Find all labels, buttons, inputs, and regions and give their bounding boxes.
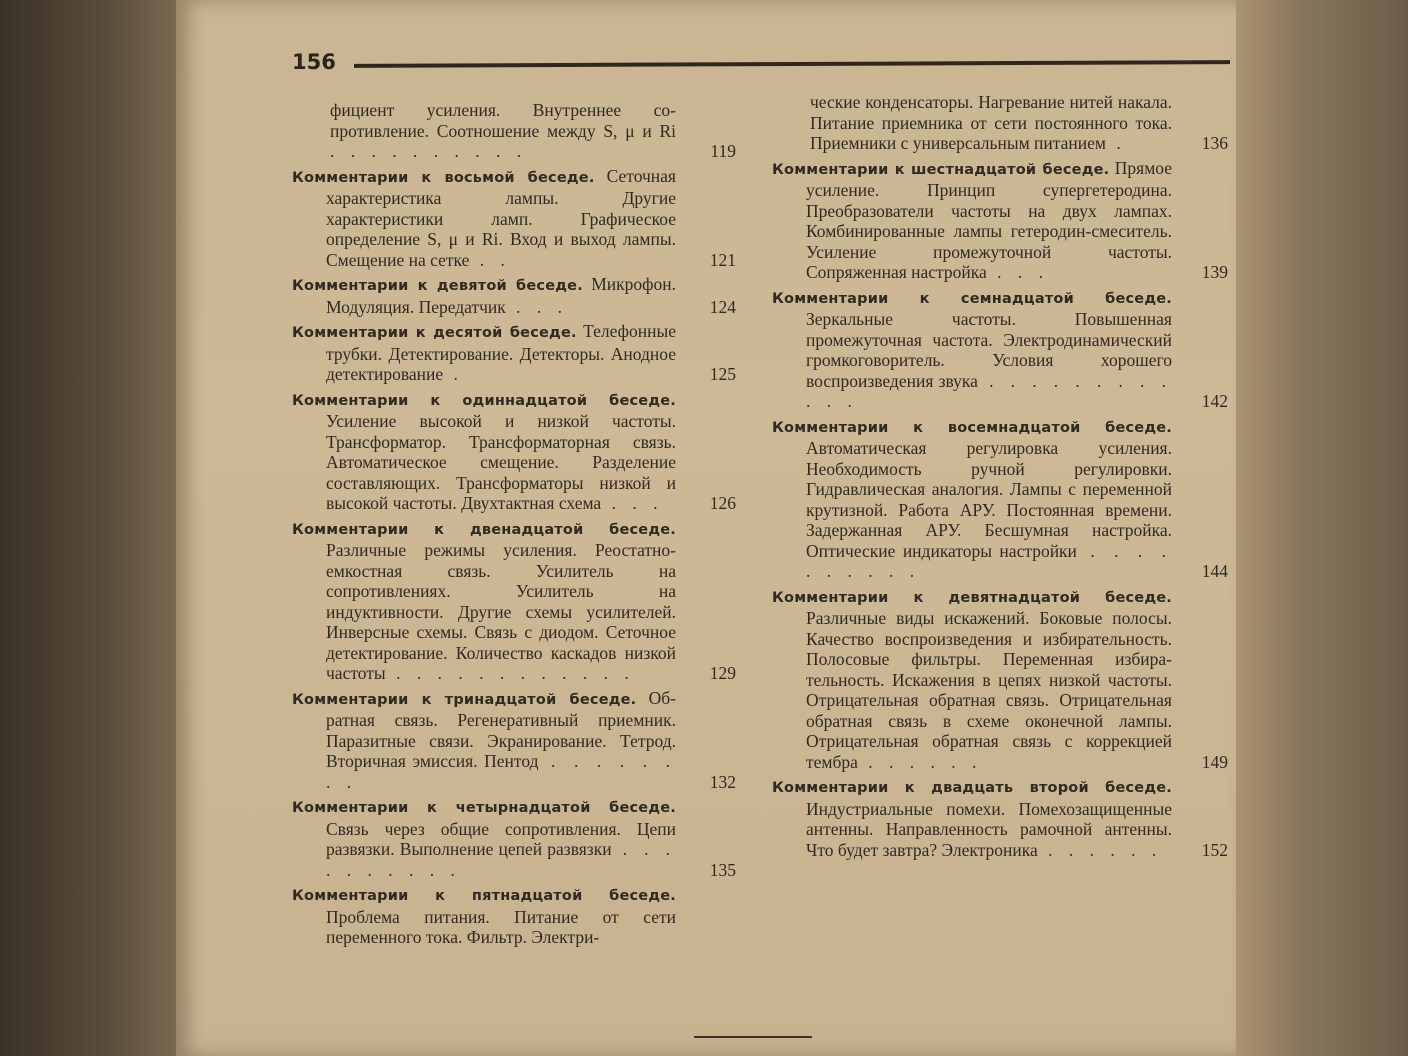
toc-entry-description: Индустриальные помехи. Помехозащищенные антенны. Направленность рамочной антенны. Что будет завтра? Электроника <box>806 798 1172 860</box>
toc-entry <box>772 287 1228 412</box>
toc-leader-dots: . . . . . . <box>857 751 983 772</box>
toc-entry-heading: Комментарии к восемнадцатой беседе. <box>772 419 1172 436</box>
toc-entry <box>772 586 1228 773</box>
toc-leader-dots: . . . . . . . . . . . . <box>806 370 1172 411</box>
toc-page-number: 136 <box>1201 133 1228 153</box>
right-background <box>1218 0 1408 1056</box>
toc-entry-heading: Комментарии к семнадцатой беседе. <box>772 290 1172 307</box>
toc-entry-text <box>292 688 676 793</box>
toc-entry <box>772 776 1228 860</box>
toc-entry-text <box>772 586 1172 773</box>
toc-entry-heading: Комментарии к десятой беседе. <box>292 325 577 341</box>
toc-leader-dots: . . . <box>601 493 664 513</box>
toc-entry <box>772 416 1228 582</box>
toc-entry-heading: Комментарии к двадцать второй беседе. <box>772 780 1172 796</box>
toc-page-number: 132 <box>709 771 736 792</box>
toc-leader-dots: . . . <box>505 296 569 317</box>
toc-entry <box>292 796 736 880</box>
toc-entry-text <box>772 776 1172 860</box>
toc-entry-heading: Комментарии к двенадцатой беседе. <box>292 521 676 538</box>
toc-page-number: 129 <box>709 663 736 683</box>
toc-leader-dots: . . . . . . . . <box>326 751 676 792</box>
toc-page-number: 144 <box>1201 561 1228 581</box>
toc-left-column <box>292 100 736 952</box>
toc-entry-text <box>772 416 1172 582</box>
left-background <box>0 0 180 1056</box>
toc-leader-dots: . . . . . . <box>1037 839 1163 860</box>
toc-leader-dots: . <box>1106 133 1127 153</box>
toc-entry <box>292 687 736 793</box>
toc-leader-dots: . <box>443 364 464 384</box>
toc-entry-heading: Комментарии к четырнадцатой беседе. <box>292 800 676 816</box>
toc-entry <box>292 321 736 385</box>
page-number: 156 <box>292 50 336 74</box>
toc-page-number: 149 <box>1201 751 1228 772</box>
toc-entry-heading: Комментарии к одиннадцатой беседе. <box>292 392 676 409</box>
toc-entry-text <box>292 100 676 162</box>
toc-page-number: 135 <box>709 859 736 880</box>
toc-entry-heading: Комментарии к пятнадцатой беседе. <box>292 888 676 904</box>
toc-entry-description: Проблема питания. Питание от сети переменного тока. Фильтр. Электри- <box>326 906 676 947</box>
toc-leader-dots: . . <box>469 249 511 270</box>
toc-page-number: 152 <box>1201 839 1228 860</box>
toc-entry-description: Связь через общие сопротивления. Цепи развязки. Выполнение цепей развязки <box>326 818 676 859</box>
toc-entry-text <box>772 158 1172 283</box>
toc-right-column <box>772 92 1228 864</box>
toc-entry <box>772 157 1228 283</box>
toc-entry-text <box>292 321 676 385</box>
toc-entry <box>292 518 736 684</box>
toc-leader-dots: . . . . . . . . . . <box>806 540 1172 581</box>
toc-leader-dots: . . . <box>986 262 1050 282</box>
toc-page-number: 119 <box>710 141 736 161</box>
toc-entry-description: Автоматическая регулировка усиления. Необходимость ручной регулировки. Гидравлическая аналогия. Лампы с переменной крутизной. Работа АРУ. Постоянная времени. Задержанная АРУ. Бесшумная настройка. Оптические индикаторы настройки <box>806 438 1172 561</box>
toc-leader-dots: . . . . . . . . . . <box>326 839 677 880</box>
toc-entry-text <box>292 274 676 317</box>
toc-entry-text <box>292 796 676 880</box>
footer-rule <box>694 1036 812 1038</box>
book-page <box>176 0 1236 1056</box>
toc-entry-description: Различные режимы усиления. Реостатно-емкостная связь. Усилитель на сопротивлениях. Усилитель на индуктивности. Другие схемы усилителей. Инверсные схемы. Связь с диодом. Сеточное детектирование. Количество каскадов низкой частоты <box>326 540 676 683</box>
toc-entry <box>292 884 676 948</box>
toc-entry <box>292 389 736 514</box>
header-rule <box>354 60 1230 68</box>
toc-page-number: 121 <box>709 249 736 270</box>
toc-entry <box>292 274 736 317</box>
toc-entry-heading: Комментарии к тринадцатой беседе. <box>292 691 637 708</box>
toc-entry-description: Различные виды искажений. Боковые полосы. Качество воспроизведения и избирательность. Полосовые фильтры. Переменная избирательность. Искажения в цепях низкой частоты. Отрицательная обратная связь. Отрицательная обратная связь в схеме оконечной лампы. Отрицательная обратная связь с коррекцией тембра <box>806 608 1172 772</box>
toc-entry-description: Прямое усиление. Принцип супергетеродина. Преобразователи частоты на двух лампах. Комбинированные лампы гетеродин-смеситель. Усиление промежуточной частоты. Сопряженная настройка <box>806 157 1172 282</box>
toc-entry-heading: Комментарии к шестнадцатой беседе. <box>772 161 1110 178</box>
toc-leader-dots: . . . . . . . . . . <box>330 141 528 161</box>
toc-leader-dots: . . . . . . . . . . . . <box>385 663 635 683</box>
toc-page-number: 126 <box>709 493 736 513</box>
toc-entry-description: Телефонные трубки. Детектирование. Детекторы. Анодное детектирование <box>326 321 676 384</box>
toc-entry-description: ческие конденсаторы. Нагревание нитей накала. Питание приемника от сети постоянного тока. Приемники с универсальным питанием <box>810 92 1172 153</box>
toc-entry-description: Микрофон. Модуляция. Передатчик <box>326 274 676 317</box>
toc-entry-heading: Комментарии к девятнадцатой беседе. <box>772 589 1172 606</box>
toc-page-number: 124 <box>709 296 736 317</box>
toc-page-number: 139 <box>1201 262 1228 282</box>
toc-entry-heading: Комментарии к восьмой беседе. <box>292 169 595 186</box>
toc-entry <box>292 100 736 162</box>
toc-entry-description: Усиление высокой и низкой частоты. Трансформатор. Трансформаторная связь. Автоматическое смещение. Разделение составляющих. Трансформаторы низкой и высокой частоты. Двухтактная схема <box>326 411 676 513</box>
toc-entry-text <box>292 389 676 514</box>
toc-entry-description: Обратная связь. Регенеративный приемник. Паразитные связи. Экранирование. Тетрод. Вторичная эмиссия. Пентод <box>326 687 676 771</box>
toc-entry <box>292 165 736 271</box>
toc-entry-text <box>292 166 676 271</box>
toc-page-number: 142 <box>1201 391 1228 411</box>
toc-entry-description: Сеточная характеристика лампы. Другие характеристики ламп. Графическое определение S, μ и Ri. Вход и выход лампы. Смещение на сетке <box>326 165 676 270</box>
toc-page-number: 125 <box>709 364 736 384</box>
toc-entry-text <box>772 287 1172 412</box>
toc-entry-text <box>772 92 1172 154</box>
toc-entry-description: фициент усиления. Внутреннее сопротивление. Соотношение между S, μ и Ri <box>330 100 676 141</box>
toc-entry-text <box>292 884 676 948</box>
toc-entry <box>772 92 1228 154</box>
toc-entry-heading: Комментарии к девятой беседе. <box>292 278 583 294</box>
toc-entry-description: Зеркальные частоты. Повышенная промежуточная частота. Электродинамический громкоговоритель. Условия хорошего воспроизведения звука <box>806 309 1172 391</box>
toc-entry-text <box>292 518 676 684</box>
